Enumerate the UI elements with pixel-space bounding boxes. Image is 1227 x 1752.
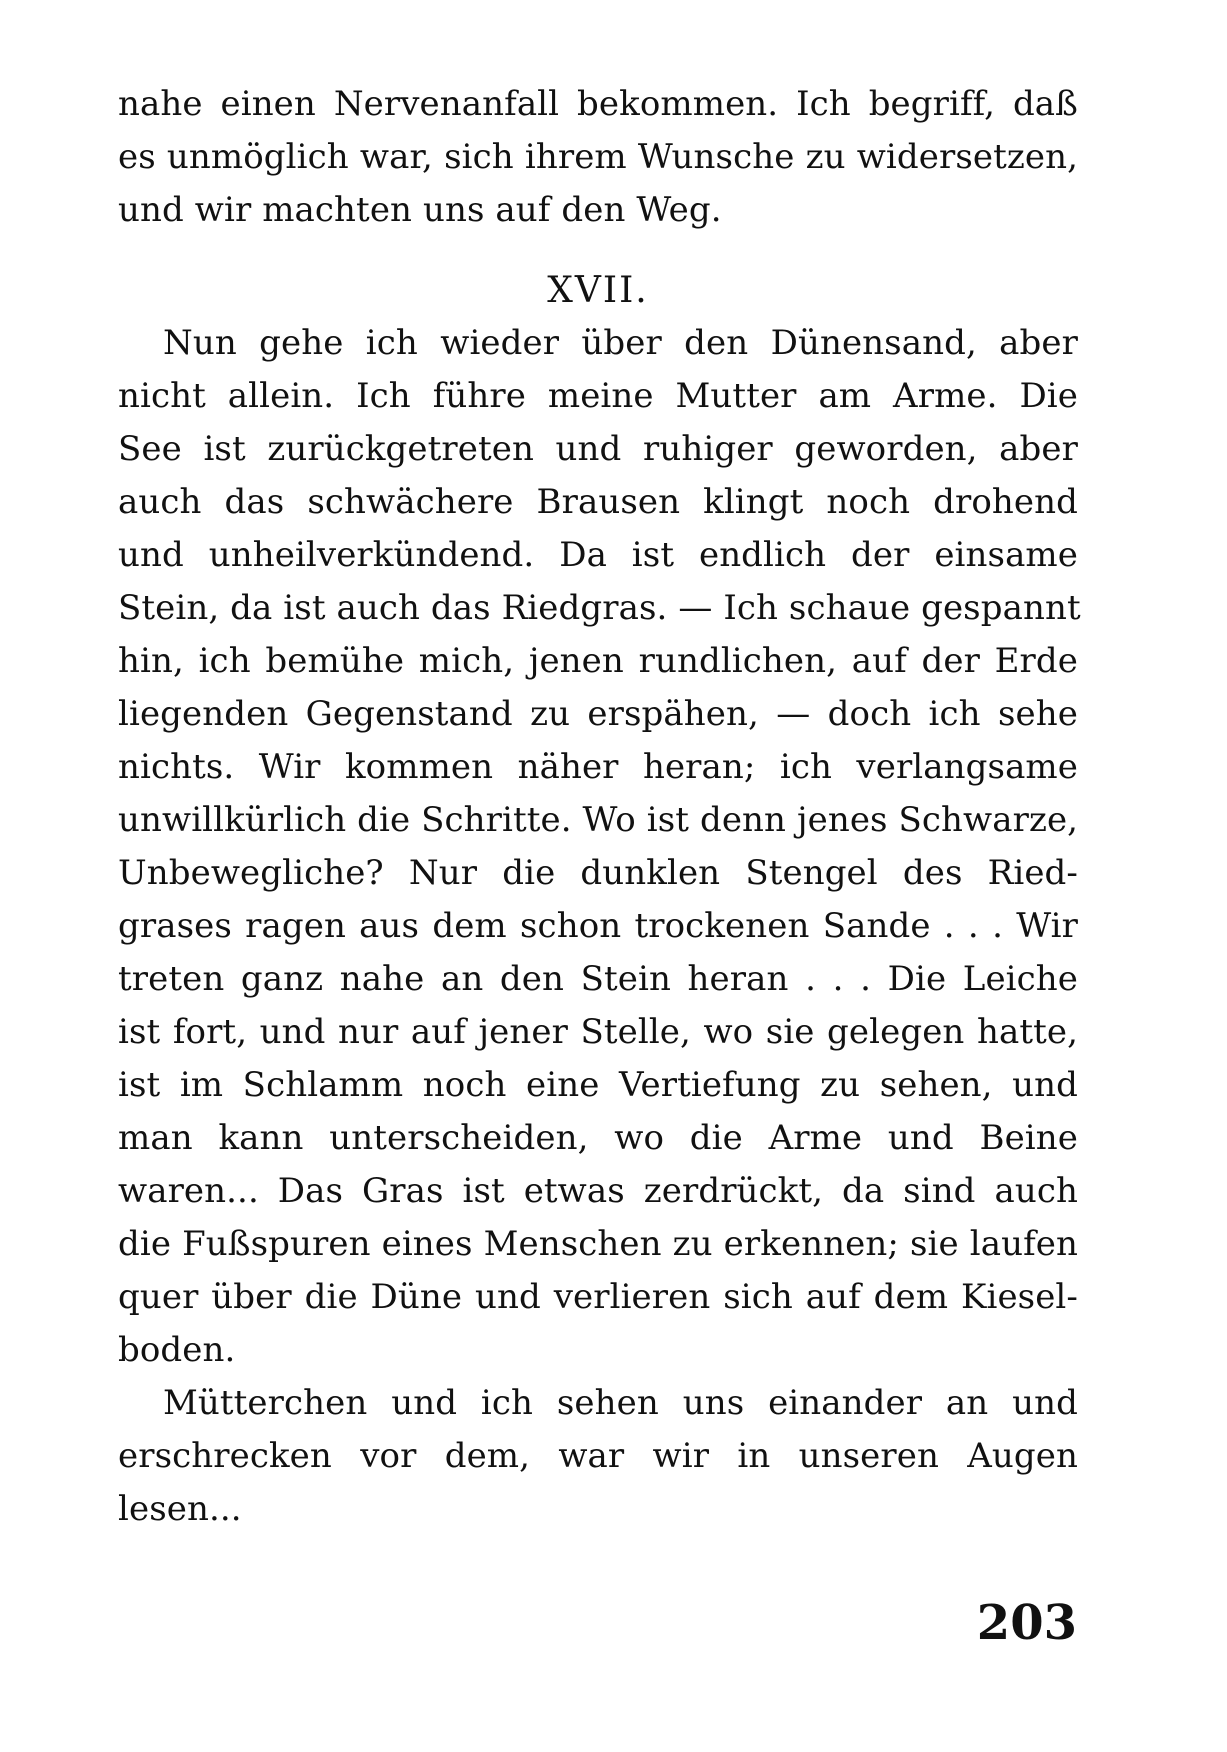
text-line: man kann unterscheiden, wo die Arme und Beine	[118, 1118, 1078, 1158]
text-line: quer über die Düne und verlieren sich auf dem Kiesel-	[118, 1277, 1078, 1317]
text-line: ist im Schlamm noch eine Vertiefung zu sehen, und	[118, 1065, 1078, 1105]
text-line: waren... Das Gras ist etwas zerdrückt, da sind auch	[118, 1171, 1078, 1211]
text-line: auch das schwächere Brausen klingt noch drohend	[118, 482, 1078, 522]
chapter-heading: XVII.	[547, 270, 649, 311]
text-line: Nun gehe ich wieder über den Dünensand, aber	[163, 323, 1078, 363]
text-line: nahe einen Nervenanfall bekommen. Ich begriff, daß	[118, 84, 1078, 124]
text-line: und wir machten uns auf den Weg.	[118, 190, 722, 230]
text-line: hin, ich bemühe mich, jenen rundlichen, auf der Erde	[118, 641, 1078, 681]
text-line: treten ganz nahe an den Stein heran . . . Die Leiche	[118, 959, 1078, 999]
text-line: See ist zurückgetreten und ruhiger geworden, aber	[118, 429, 1078, 469]
text-line: liegenden Gegenstand zu erspähen, — doch ich sehe	[118, 694, 1078, 734]
text-line: es unmöglich war, sich ihrem Wunsche zu widersetzen,	[118, 137, 1078, 177]
text-line: unwillkürlich die Schritte. Wo ist denn jenes Schwarze,	[118, 800, 1079, 840]
text-line: die Fußspuren eines Menschen zu erkennen; sie laufen	[118, 1224, 1078, 1264]
text-line: lesen...	[118, 1489, 242, 1529]
text-line: ist fort, und nur auf jener Stelle, wo sie gelegen hatte,	[118, 1012, 1078, 1052]
text-line: grases ragen aus dem schon trockenen Sande . . . Wir	[118, 906, 1078, 946]
page-number: 203	[976, 1595, 1077, 1651]
text-line: und unheilverkündend. Da ist endlich der einsame	[118, 535, 1078, 575]
text-line: erschrecken vor dem, war wir in unseren Augen	[118, 1436, 1078, 1476]
text-line: Unbewegliche? Nur die dunklen Stengel des Ried-	[118, 853, 1078, 893]
text-line: nicht allein. Ich führe meine Mutter am Arme. Die	[118, 376, 1078, 416]
page-body	[118, 78, 1081, 1536]
text-line: boden.	[118, 1330, 236, 1370]
text-line: Mütterchen und ich sehen uns einander an und	[163, 1383, 1078, 1423]
text-line: nichts. Wir kommen näher heran; ich verlangsame	[118, 747, 1078, 787]
text-line: Stein, da ist auch das Riedgras. — Ich schaue gespannt	[118, 588, 1081, 628]
